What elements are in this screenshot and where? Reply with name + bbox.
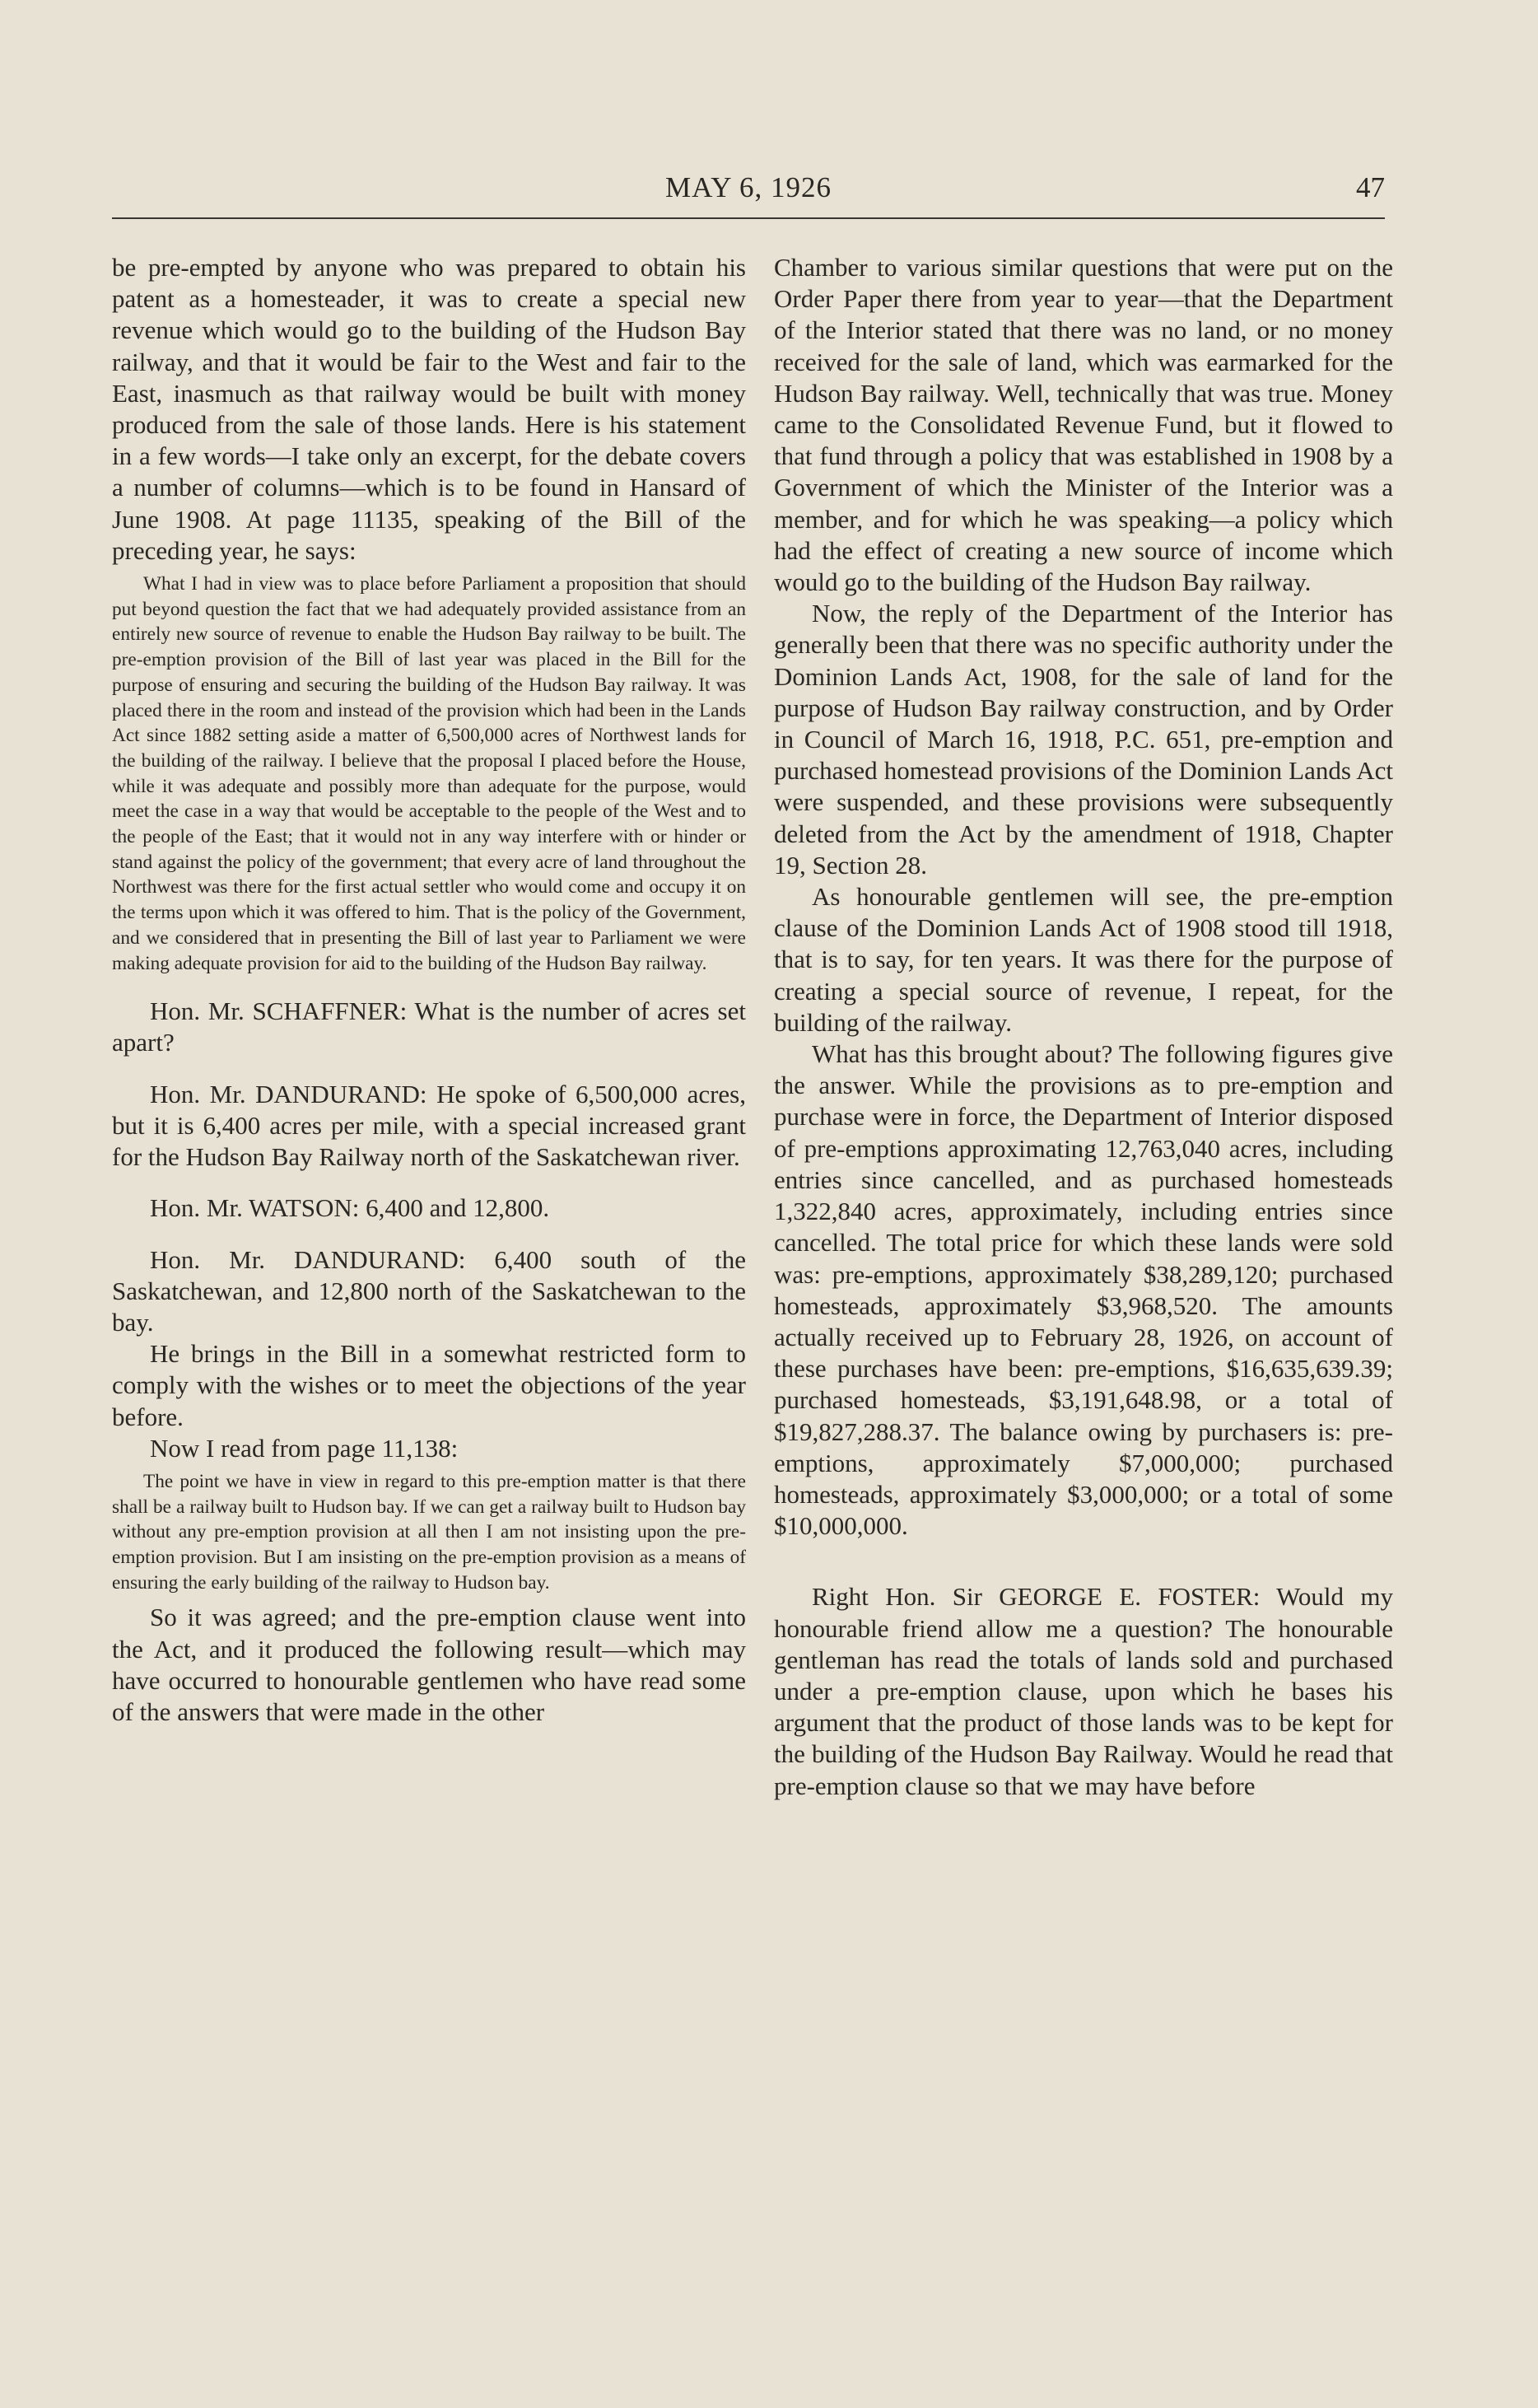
speaker-paragraph: Hon. Mr. DANDURAND: He spoke of 6,500,000 acres, but it is 6,400 acres per mile, with a special increased grant for the Hudson Bay Railway north of the Saskatchewan river. (112, 1079, 746, 1172)
paragraph: be pre-empted by anyone who was prepared to obtain his patent as a homesteader, it was to create a special new revenue which would go to the building of the Hudson Bay railway, and that it would be fair to the West and fair to the East, inasmuch as that railway would be built with money produced from the sale of those lands. Here is his statement in a few words—I take only an excerpt, for the debate covers a number of columns—which is to be found in Hansard of June 1908. At page 11135, speaking of the Bill of the preceding year, he says: (112, 253, 746, 565)
paragraph: Now I read from page 11,138: (150, 1433, 459, 1463)
page-number: 47 (1356, 171, 1385, 203)
paragraph: As honourable gentlemen will see, the pre-emption clause of the Dominion Lands Act of 1908 stood till 1918, that is to say, for ten years. It was there for the purpose of creating a special source of revenue, I repeat, for the building of the railway. (774, 882, 1393, 1037)
paragraph: So it was agreed; and the pre-emption clause went into the Act, and it produced the following result—which may have occurred to honourable gentlemen who have read some of the answers that were made in the other (112, 1603, 746, 1727)
paragraph: Now, the reply of the Department of the Interior has generally been that there was no specific authority under the Dominion Lands Act, 1908, for the sale of land for the purpose of Hudson Bay railway construction, and by Order in Council of March 16, 1918, P.C. 651, pre-emption and purchased homestead provisions of the Dominion Lands Act were suspended, and these provisions were subsequently deleted from the Act by the amendment of 1918, Chapter 19, Section 28. (774, 599, 1393, 880)
header-rule (112, 217, 1385, 219)
speaker-paragraph: Hon. Mr. SCHAFFNER: What is the number of acres set apart? (112, 996, 746, 1057)
paragraph: Chamber to various similar questions that were put on the Order Paper there from year to year—that the Department of the Interior stated that there was no land, or no money received for the sale of land, which was earmarked for the Hudson Bay railway. Well, technically that was true. Money came to the Consolidated Revenue Fund, but it flowed to that fund through a policy that was established in 1908 by a Government of which the Minister of the Interior was a member, and for which he was speaking—a policy which had the effect of creating a new source of income which would go to the building of the Hudson Bay railway. (774, 253, 1393, 597)
page-date: MAY 6, 1926 (665, 171, 832, 203)
block-quote: The point we have in view in regard to this pre-emption matter is that there shall be a railway built to Hudson bay. If we can get a railway built to Hudson bay without any pre-emption provision at all then I am not insisting upon the pre-emption provision. But I am insisting on the pre-emption provision as a means of ensuring the early building of the railway to Hudson bay. (112, 1470, 746, 1594)
paragraph: He brings in the Bill in a somewhat restricted form to comply with the wishes or to meet the objections of the year before. (112, 1339, 746, 1431)
paragraph: What has this brought about? The following figures give the answer. While the provisions as to pre-emption and purchase were in force, the Department of Interior disposed of pre-emptions approximating 12,763,040 acres, including entries since cancelled, and as purchased homesteads 1,322,840 acres, approximately, including entries since cancelled. The total price for which these lands were sold was: pre-emptions, approximately $38,289,120; purchased homesteads, approximately $3,968,520. The amounts actually received up to February 28, 1926, on account of these purchases have been: pre-emptions, $16,635,639.39; purchased homesteads, $3,191,648.98, or a total of $19,827,288.37. The balance owing by purchasers is: pre-emptions, approximately $7,000,000; purchased homesteads, approximately $3,000,000; or a total of some $10,000,000. (774, 1039, 1393, 1541)
speaker-paragraph: Right Hon. Sir GEORGE E. FOSTER: Would my honourable friend allow me a question? The honourable gentleman has read the totals of lands sold and purchased under a pre-emption clause, upon which he bases his argument that the product of those lands was to be kept for the building of the Hudson Bay Railway. Would he read that pre-emption clause so that we may have before (774, 1582, 1393, 1800)
page-header (112, 171, 1385, 214)
block-quote: What I had in view was to place before Parliament a proposition that should put beyond question the fact that we had adequately provided assistance from an entirely new source of revenue to enable the Hudson Bay railway to be built. The pre-emption provision of the Bill of last year was placed in the Bill for the purpose of ensuring and securing the building of the Hudson Bay railway. It was placed there in the room and instead of the provision which had been in the Lands Act since 1882 setting aside a matter of 6,500,000 acres of Northwest lands for the building of the railway. I believe that the proposal I placed before the House, while it was adequate and possibly more than adequate for the purpose, would meet the case in a way that would be acceptable to the people of the West and to the people of the East; that it would not in any way interfere with or hinder or stand against the policy of the government; that every acre of land throughout the Northwest was there for the first actual settler who would come and occupy it on the terms upon which it was offered to him. That is the policy of the Government, and we considered that in presenting the Bill of last year to Parliament we were making adequate provision for aid to the building of the Hudson Bay railway. (112, 573, 746, 974)
right-column (774, 252, 1393, 1802)
speaker-paragraph: Hon. Mr. DANDURAND: 6,400 south of the Saskatchewan, and 12,800 north of the Saskatchewan to the bay. (112, 1244, 746, 1337)
speaker-paragraph: Hon. Mr. WATSON: 6,400 and 12,800. (150, 1193, 550, 1223)
left-column (112, 252, 746, 1728)
